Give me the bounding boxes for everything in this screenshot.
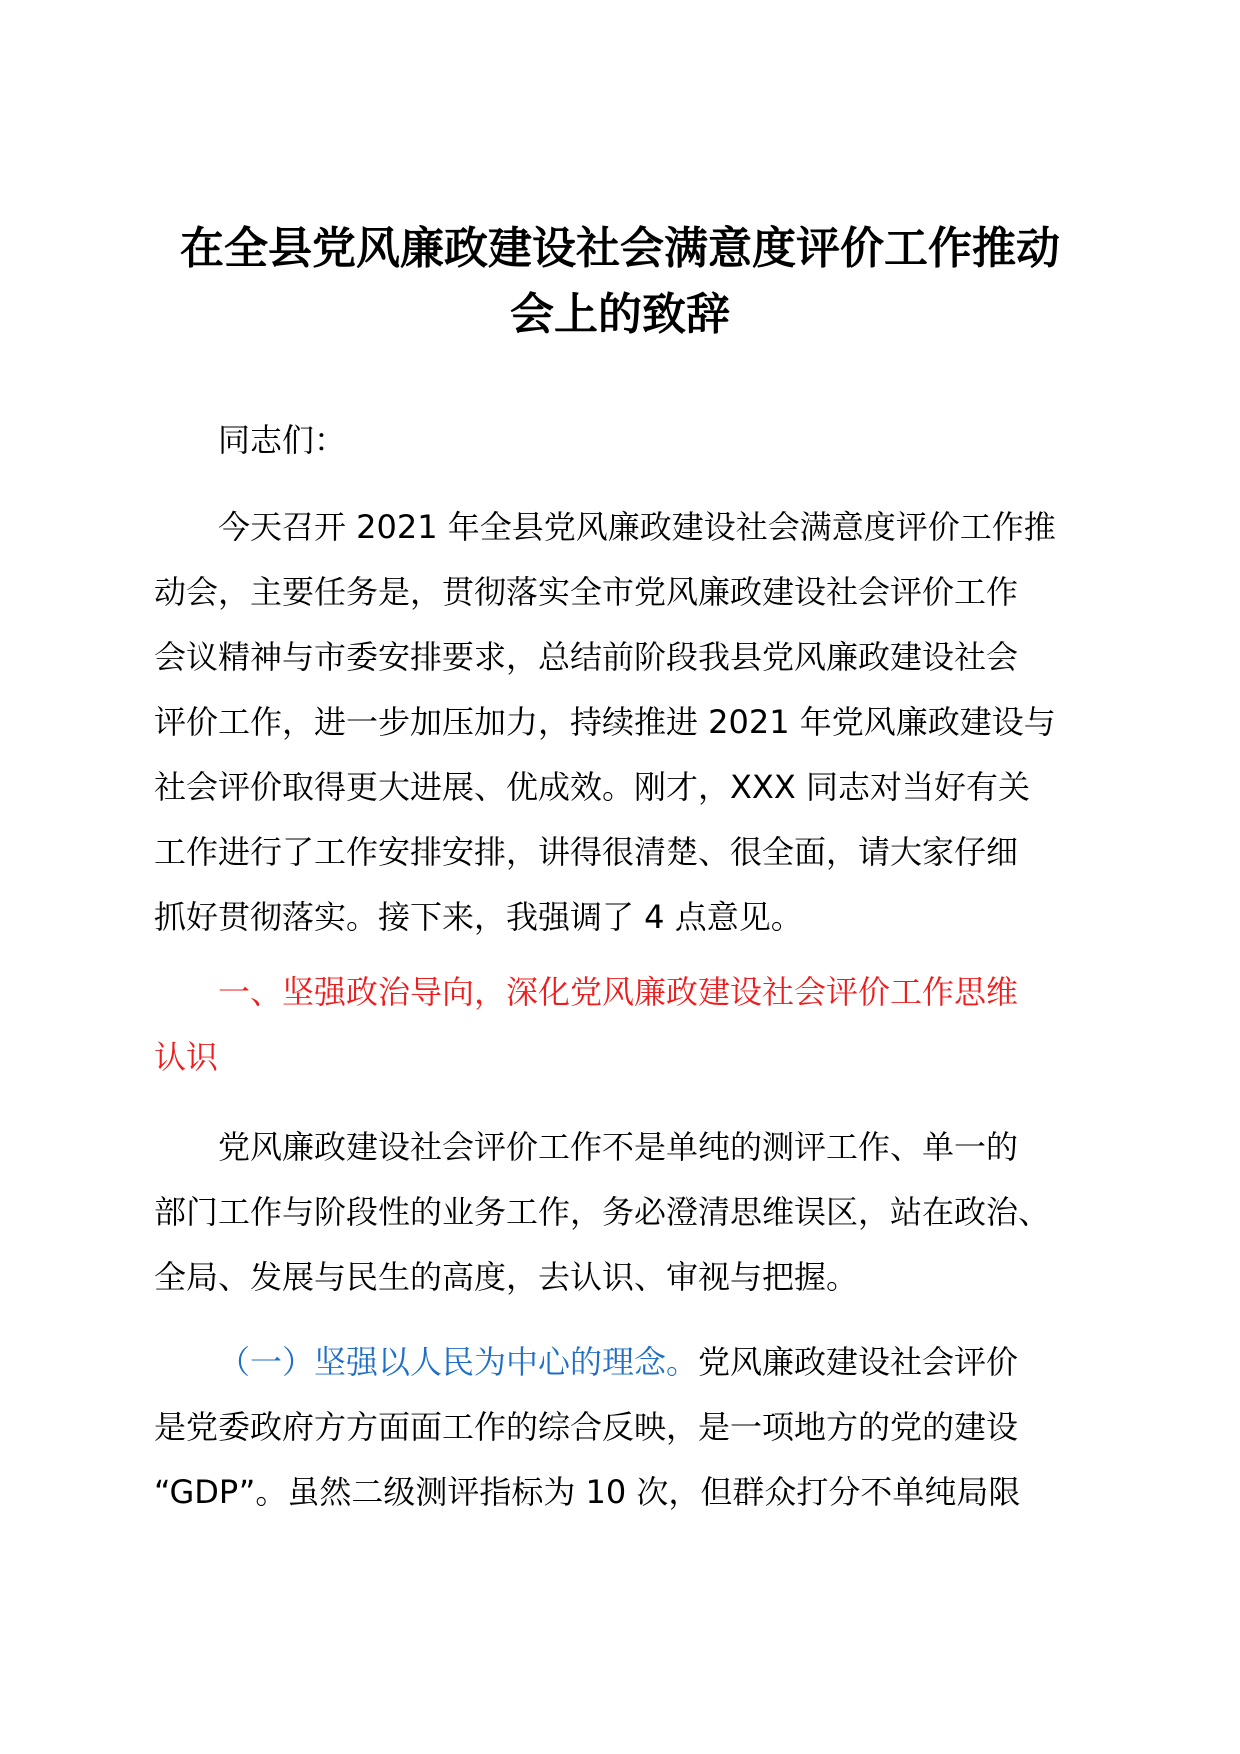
paragraph-line: 社会评价取得更大进展、优成效。刚才，XXX 同志对当好有关 bbox=[154, 768, 1030, 806]
paragraph-subsection-1 bbox=[154, 1330, 1094, 1525]
paragraph-line: 抓好贯彻落实。接下来，我强调了 4 点意见。 bbox=[154, 898, 803, 936]
paragraph-line: 评价工作，进一步加压加力，持续推进 2021 年党风廉政建设与 bbox=[154, 703, 1056, 741]
sub-heading-1: （一）坚强以人民为中心的理念。 bbox=[218, 1343, 699, 1381]
paragraph-line: 工作进行了工作安排安排，讲得很清楚、很全面，请大家仔细 bbox=[154, 833, 1019, 871]
paragraph-line: 部门工作与阶段性的业务工作，务必澄清思维误区，站在政治、 bbox=[154, 1193, 1051, 1231]
paragraph-line: “GDP”。虽然二级测评指标为 10 次，但群众打分不单纯局限 bbox=[154, 1473, 1021, 1511]
paragraph-first-line bbox=[154, 1330, 1094, 1395]
paragraph-line: 会议精神与市委安排要求，总结前阶段我县党风廉政建设社会 bbox=[154, 638, 1019, 676]
salutation-text: 同志们： bbox=[218, 421, 347, 459]
section-heading-1 bbox=[154, 960, 1094, 1090]
heading-line: 认识 bbox=[154, 1038, 219, 1076]
paragraph-line: 党风廉政建设社会评价工作不是单纯的测评工作、单一的 bbox=[218, 1128, 1019, 1166]
heading-line: 一、坚强政治导向，深化党风廉政建设社会评价工作思维 bbox=[218, 973, 1019, 1011]
paragraph-line: 今天召开 2021 年全县党风廉政建设社会满意度评价工作推 bbox=[218, 508, 1056, 546]
paragraph-line: 全局、发展与民生的高度，去认识、审视与把握。 bbox=[154, 1258, 859, 1296]
document-title bbox=[150, 216, 1090, 348]
title-line-1: 在全县党风廉政建设社会满意度评价工作推动 bbox=[180, 223, 1060, 274]
paragraph-line: 是党委政府方方面面工作的综合反映，是一项地方的党的建设 bbox=[154, 1408, 1019, 1446]
paragraph-line: 动会，主要任务是，贯彻落实全市党风廉政建设社会评价工作 bbox=[154, 573, 1019, 611]
paragraph-intro bbox=[154, 495, 1094, 950]
paragraph-first-line-rest: 党风廉政建设社会评价 bbox=[698, 1343, 1019, 1381]
title-line-2: 会上的致辞 bbox=[510, 289, 730, 340]
salutation bbox=[154, 408, 1094, 473]
paragraph-section-1 bbox=[154, 1115, 1094, 1310]
